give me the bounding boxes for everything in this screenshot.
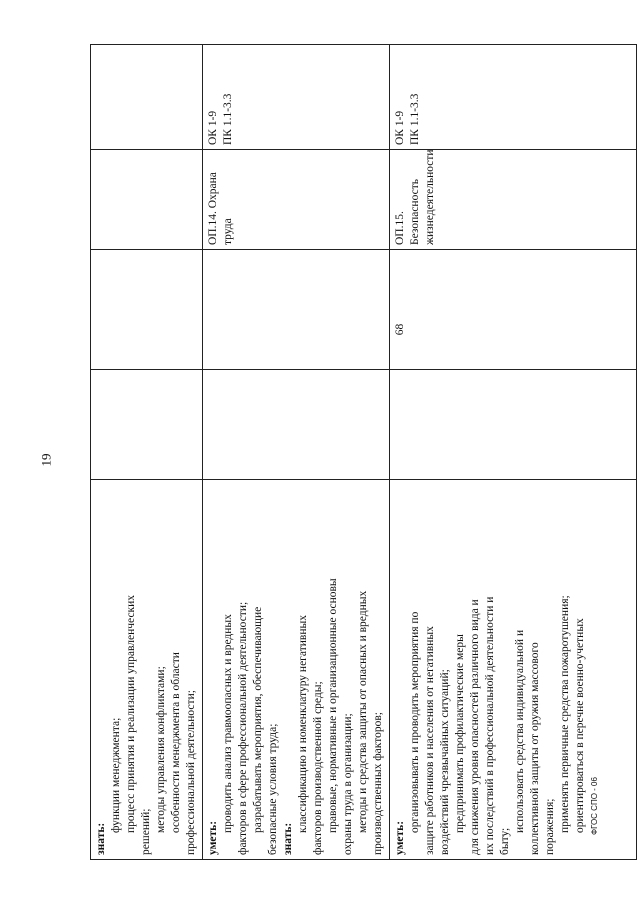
competency-line: факторов производственной среды; (312, 681, 324, 855)
competencies-head: уметь: (394, 820, 406, 855)
competency-line: производственных факторов; (372, 712, 384, 855)
hours-max-cell (203, 370, 390, 480)
competency-line: правовые, нормативные и организационные основы (327, 578, 339, 833)
hours-compulsory-cell (390, 250, 637, 370)
competency-line: коллективной защиты от оружия массового (529, 642, 541, 855)
competencies-head: знать: (95, 822, 107, 855)
competency-line: организовывать и проводить мероприятия по (409, 611, 421, 833)
competency-line: ориентироваться в перечне военно-учетных (574, 618, 586, 833)
competency-line: методы управления конфликтами; (155, 666, 167, 833)
competency-line: методы и средства защиты от опасных и вредных (357, 590, 369, 833)
hours-max-cell (390, 370, 637, 480)
footer-code: ФГОС СПО - 06 (590, 777, 599, 835)
competency-line: защите работников и населения от негативных (424, 626, 436, 855)
standard-table (90, 44, 637, 860)
competency-code: ПК 1.1-3.3 (222, 93, 234, 145)
competency-code: ПК 1.1-3.3 (409, 93, 421, 145)
competency-line: разрабатывать мероприятия, обеспечивающие (252, 606, 264, 833)
competency-line: использовать средства индивидуальной и (514, 629, 526, 833)
competency-line: решений; (140, 808, 152, 855)
discipline-cell (390, 150, 637, 250)
codes-cell (390, 45, 637, 150)
competencies-cell (91, 480, 203, 860)
hours-compulsory-cell (91, 250, 203, 370)
competency-line: профессиональной деятельности; (185, 690, 197, 855)
competencies-head: уметь: (207, 820, 219, 855)
competency-line: функции менеджмента; (110, 717, 122, 833)
competency-line: для снижения уровня опасностей различного вида и (469, 599, 481, 855)
competency-line: классификацию и номенклатуру негативных (297, 615, 309, 833)
competencies-cell (203, 480, 390, 860)
hours-compulsory-cell (203, 250, 390, 370)
table-row (390, 45, 637, 860)
competency-line: факторов в сфере профессиональной деятельности; (237, 601, 249, 855)
competency-code: ОК 1-9 (394, 110, 406, 145)
competency-line: охраны труда в организации; (342, 713, 354, 855)
discipline-name: ОП.15. Безопасность жизнедеятельности (394, 149, 436, 245)
competency-line: быту; (499, 827, 511, 855)
competency-line: процесс принятия и реализации управленческих (125, 594, 137, 833)
competency-line: особенности менеджмента в области (170, 652, 182, 833)
discipline-cell (91, 150, 203, 250)
competency-line: проводить анализ травмоопасных и вредных (222, 614, 234, 833)
competencies-cell (390, 480, 637, 860)
hours-compulsory: 68 (394, 323, 406, 336)
competency-line: применять первичные средства пожаротушения; (559, 595, 571, 833)
discipline-name: ОП.14. Охрана труда (207, 172, 234, 245)
competency-line: поражения; (544, 798, 556, 855)
discipline-cell (203, 150, 390, 250)
rotated-page (90, 45, 605, 860)
codes-cell (203, 45, 390, 150)
competency-line: воздействий чрезвычайных ситуаций; (439, 669, 451, 855)
table-row (203, 45, 390, 860)
competency-code: ОК 1-9 (207, 110, 219, 145)
table-row (91, 45, 203, 860)
competency-line: предпринимать профилактические меры (454, 634, 466, 833)
codes-cell (91, 45, 203, 150)
competencies-subhead: знать: (282, 822, 294, 855)
competency-line: безопасные условия труда; (267, 723, 279, 855)
competency-line: их последствий в профессиональной деятельности и (484, 596, 496, 855)
hours-max-cell (91, 370, 203, 480)
page-number: 19 (38, 453, 54, 467)
